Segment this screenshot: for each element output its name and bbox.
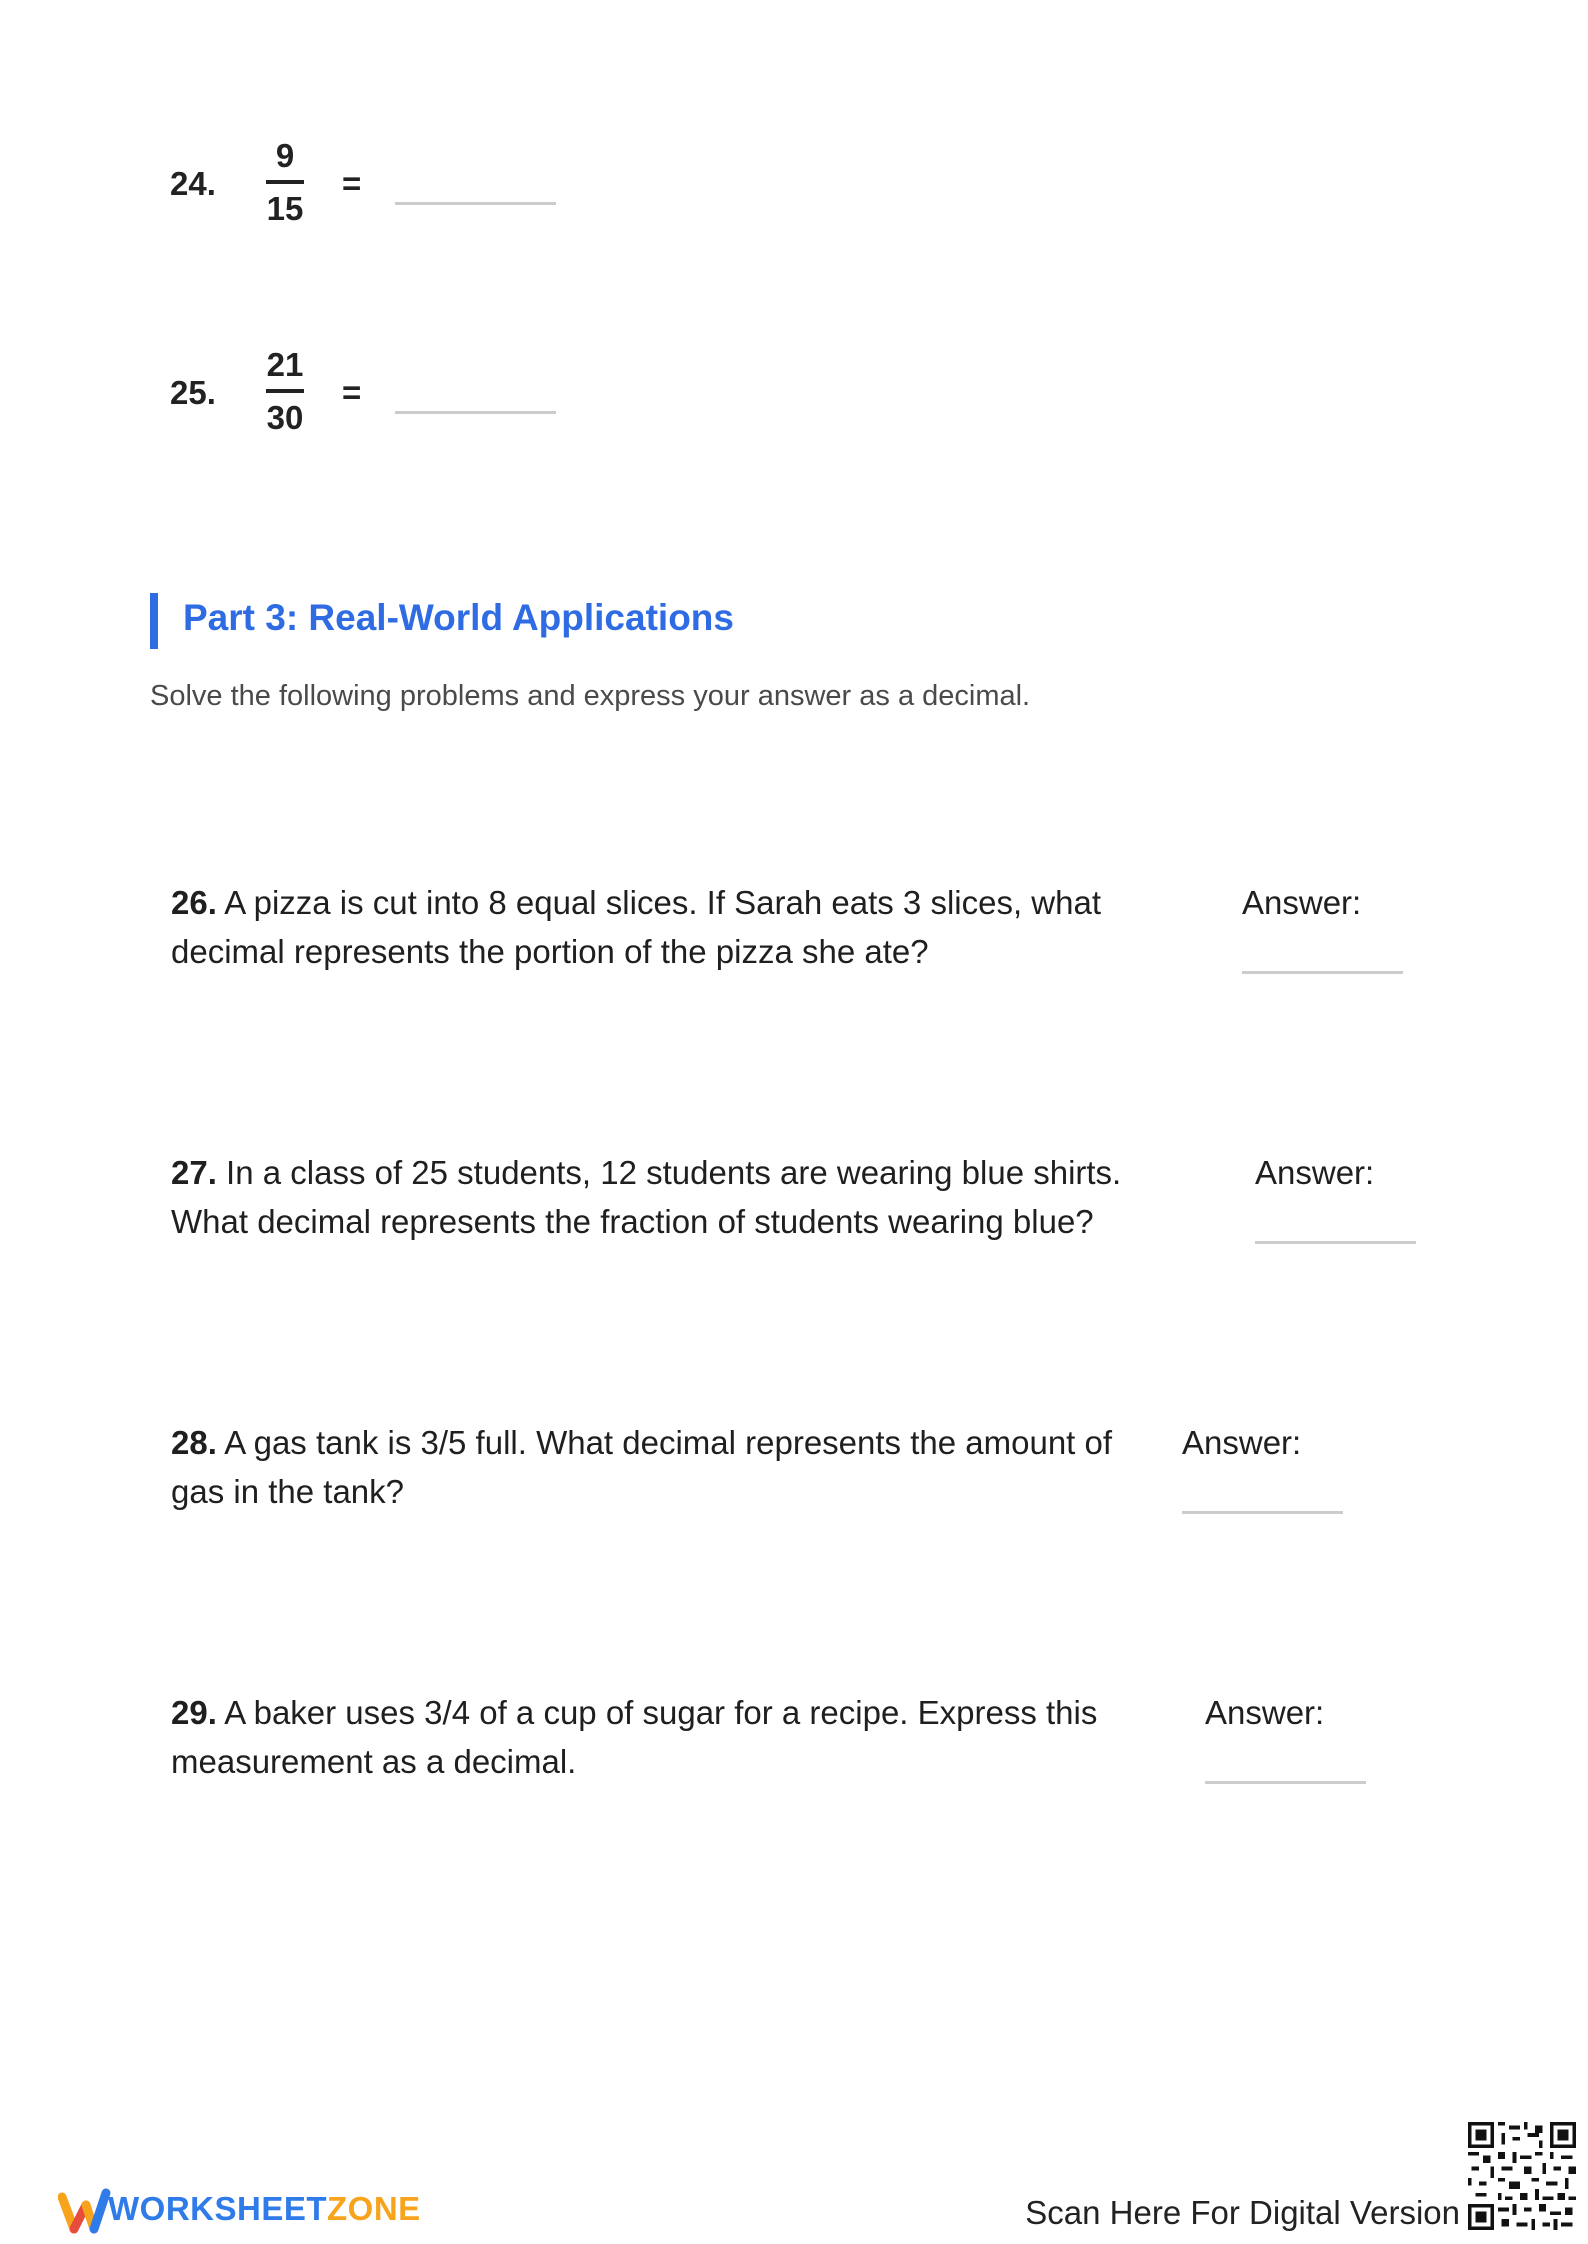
answer-blank-25[interactable] [395, 411, 556, 414]
section-title: Part 3: Real-World Applications [183, 597, 734, 638]
answer-label-27: Answer: [1255, 1154, 1375, 1191]
answer-blank-27[interactable] [1255, 1241, 1416, 1244]
answer-blank-26[interactable] [1242, 971, 1403, 974]
problem-text: A pizza is cut into 8 equal slices. If Sarah eats 3 slices, what decimal represents the portion of the pizza she ate? [171, 884, 1102, 970]
word-problem-27 [171, 1148, 1171, 1246]
problem-number: 29. [171, 1694, 217, 1731]
section-accent-bar [150, 593, 158, 649]
brand-name [108, 2190, 421, 2228]
problem-text: A gas tank is 3/5 full. What decimal represents the amount of gas in the tank? [171, 1424, 1113, 1510]
problem-number: 27. [171, 1154, 217, 1191]
fraction-bar [266, 389, 304, 393]
answer-label-26: Answer: [1242, 884, 1362, 921]
fraction-denominator: 15 [266, 190, 304, 227]
fraction-problem-24 [170, 135, 570, 235]
fraction-bar [266, 180, 304, 184]
word-problem-26 [171, 878, 1161, 976]
qr-code-icon[interactable] [1468, 2122, 1576, 2230]
word-problem-29 [171, 1688, 1161, 1786]
brand-name-part1: WORKSHEET [108, 2190, 327, 2227]
answer-blank-28[interactable] [1182, 1511, 1343, 1514]
fraction-numerator: 9 [275, 137, 295, 174]
fraction [260, 344, 310, 439]
problem-number: 25. [170, 374, 216, 411]
answer-blank-24[interactable] [395, 202, 556, 205]
equals-sign: = [342, 374, 362, 411]
scan-text: Scan Here For Digital Version [1025, 2194, 1460, 2231]
answer-label-28: Answer: [1182, 1424, 1302, 1461]
problem-text: A baker uses 3/4 of a cup of sugar for a recipe. Express this measurement as a decimal. [171, 1694, 1098, 1780]
equals-sign: = [342, 165, 362, 202]
answer-label-29: Answer: [1205, 1694, 1325, 1731]
fraction [260, 135, 310, 230]
word-problem-28 [171, 1418, 1131, 1516]
answer-blank-29[interactable] [1205, 1781, 1366, 1784]
problem-number: 26. [171, 884, 217, 921]
brand-name-part2: ZONE [327, 2190, 421, 2227]
problem-number: 24. [170, 165, 216, 202]
problem-number: 28. [171, 1424, 217, 1461]
fraction-denominator: 30 [266, 399, 304, 436]
problem-text: In a class of 25 students, 12 students are wearing blue shirts. What decimal represents the fraction of students wearing blue? [171, 1154, 1122, 1240]
section-description: Solve the following problems and express your answer as a decimal. [150, 680, 1031, 712]
fraction-problem-25 [170, 344, 570, 444]
fraction-numerator: 21 [266, 346, 304, 383]
